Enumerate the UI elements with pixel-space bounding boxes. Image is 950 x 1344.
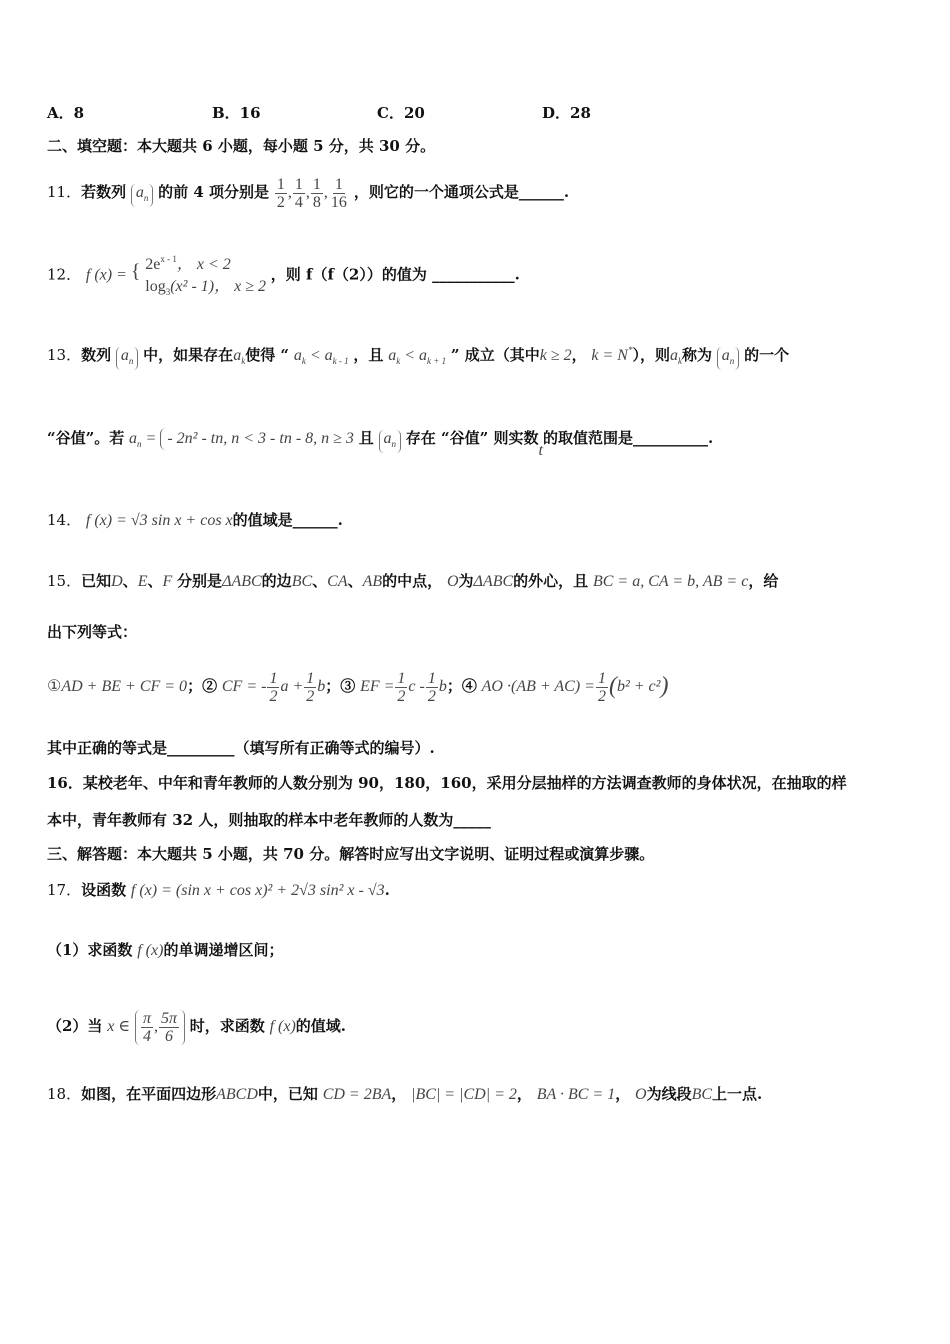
q13-piecewise (160, 428, 354, 450)
section-2-heading: 二、填空题：本大题共 6 小题，每小题 5 分，共 30 分。 (47, 137, 436, 155)
q13-case-2: - tn - 8, n ≥ 3 (270, 430, 354, 447)
question-12: 12． f (x) = { $2e^{x - 1}$， x < 2 $\log_3(x^2 - 1)$， x ≥ 2 ，则 f（f（2））的值为 ___________. (47, 248, 520, 303)
q15-line-4: 其中正确的等式是_________（填写所有正确等式的编号）. (47, 739, 435, 757)
q13-cond-2: k = N* (591, 345, 633, 364)
q15-O: O (446, 573, 459, 590)
q15-E: E (137, 573, 148, 590)
q18-text7: 上一点. (712, 1085, 763, 1103)
q11-number: 11． (47, 183, 82, 202)
q13-t-var: t (538, 442, 543, 459)
q15-equations: ①AD + BE + CF = 0；② CF = - $\frac{1}{2}$ a + $\frac{1}{2}$ b；③ EF = $\frac{1}{2}$ c - $\frac{1}{2}$ b；④ AO ·(AB + AC) = $\frac{1}{2}$ (b² + c²) (47, 670, 669, 705)
q15-eq3-mark: ③ (340, 677, 356, 696)
q18-eq3: BA · BC = 1 (536, 1086, 616, 1103)
q15-eq1: AD + BE + CF = 0 (61, 678, 188, 696)
q15-eq2: CF = - $\frac{1}{2}$ a + $\frac{1}{2}$ b (221, 670, 326, 705)
q13-text8: 称为 (682, 346, 713, 364)
q16-line-1: 16．某校老年、中年和青年教师的人数分别为 90，180，160，采用分层抽样的方法调查教师的身体状况，在抽取的样 (47, 774, 847, 792)
q15-triangle-2: ΔABC (473, 573, 514, 590)
q15-number: 15． (47, 572, 82, 590)
q12-number: 12． (47, 265, 82, 284)
q15-BC: BC (291, 573, 313, 590)
q13-seq-3: $a_n$ (379, 430, 402, 453)
q11-frac-2: $\frac{1}{4}$ (294, 176, 303, 211)
q18-quad: ABCD (216, 1086, 258, 1103)
option-a: A．8 (47, 104, 85, 122)
q13-text4: ，且 (353, 346, 384, 364)
q14-number: 14． (47, 511, 82, 529)
q12-cases (145, 248, 266, 303)
q13-an-eq: $a_n$ = (129, 430, 161, 449)
q11-sequence: $a_n$ (131, 184, 154, 207)
question-15-line-1: 15．已知D、E、F 分别是ΔABC的边BC、CA、AB的中点， O为ΔABC的外心，且 BC = a, CA = b, AB = c，给 (47, 572, 779, 590)
q15-text3: 的边 (261, 572, 292, 590)
q17-p2-interval: $\frac{\pi}{4}$ , $\frac{5\pi}{6}$ (135, 1010, 185, 1045)
q15-triangle: ΔABC (222, 573, 262, 590)
q18-number: 18． (47, 1085, 82, 1103)
q14-text: 的值域是______. (232, 511, 343, 529)
q17-p1-fx: f (x) (137, 942, 164, 959)
option-c: C．20 (377, 104, 425, 122)
q15-text7: ，给 (748, 572, 779, 590)
q17-p2-label: （2）当 (47, 1017, 103, 1036)
q18-eq1: CD = 2BA (322, 1086, 392, 1103)
question-17: 17．设函数 f (x) = (sin x + cos x)² + 2√3 sin² x - √3. (47, 881, 390, 899)
q17-number: 17． (47, 881, 82, 899)
q13-text7: ），则 (632, 346, 670, 364)
q11-terms: $\frac{1}{2}$ , $\frac{1}{4}$ , $\frac{1}{8}$ , $\frac{1}{16}$ (276, 176, 347, 211)
q12-case-1: $2e^{x - 1}$， x < 2 (145, 254, 231, 273)
q13-seq-2: $a_n$ (717, 347, 740, 370)
q13-text3: 使得 “ (245, 346, 290, 364)
q12-lhs: f (x) = (85, 266, 131, 284)
q13-ineq-2: $a_k < a_{k + 1}$ (388, 347, 447, 366)
q18-text1: 如图，在平面四边形 (81, 1085, 217, 1103)
q12-text: ，则 f（f（2））的值为 ___________. (270, 265, 520, 284)
q17-text1: 设函数 (81, 881, 127, 899)
q15-D: D (111, 573, 123, 590)
q17-p1-text: 的单调递增区间； (163, 941, 284, 959)
q16-line-2: 本中，青年教师有 32 人，则抽取的样本中老年教师的人数为_____ (47, 811, 491, 829)
q13-text2: 中，如果存在 (143, 346, 234, 364)
q12-case-2: $\log_3(x^2 - 1)$， x ≥ 2 (145, 278, 266, 297)
q13-text1: 数列 (81, 346, 112, 364)
q13-number: 13． (47, 346, 82, 364)
q11-frac-4: $\frac{1}{16}$ (330, 176, 347, 211)
question-18: 18．如图，在平面四边形ABCD中，已知 CD = 2BA， |BC| = |CD| = 2， BA · BC = 1， O为线段BC上一点. (47, 1085, 763, 1103)
q15-F: F (162, 573, 173, 590)
q15-text4: 的中点， (382, 572, 443, 590)
q18-eq2: |BC| = |CD| = 2 (411, 1086, 517, 1103)
q17-p2-text2: 的值域. (295, 1017, 346, 1036)
q11-text2: 的前 4 项分别是 (158, 183, 270, 202)
q15-eq4-mark: ④ (461, 677, 477, 696)
q15-eq2-mark: ② (202, 677, 218, 696)
q17-formula: f (x) = (sin x + cos x)² + 2√3 sin² x - √3 (130, 882, 385, 899)
q14-formula: f (x) = √3 sin x + cos x (85, 512, 233, 529)
q13-text5: ” 成立（其中 (450, 346, 540, 364)
q13-l2-text4: 的取值范围是__________. (542, 429, 714, 447)
q13-ak: $a_k$ (233, 347, 246, 366)
q13-ak-2: $a_k$ (670, 347, 682, 366)
q18-text2: 中，已知 (257, 1085, 318, 1103)
q11-frac-3: $\frac{1}{8}$ (312, 176, 321, 211)
q15-text1: 已知 (81, 572, 112, 590)
question-13-line-2 (47, 428, 713, 461)
q11-frac-1: $\frac{1}{2}$ (276, 176, 285, 211)
q18-BC: BC (691, 1086, 713, 1103)
q15-side-eqs: BC = a, CA = b, AB = c (592, 573, 749, 590)
option-b: B．16 (212, 104, 261, 122)
q17-p2-text: 时，求函数 (189, 1017, 265, 1036)
q15-text6: 的外心，且 (513, 572, 589, 590)
q13-cond-1: k ≥ 2 (539, 347, 572, 364)
q13-l2-text3: 存在 “谷值” 则实数 (405, 429, 539, 447)
q11-text3: ，则它的一个通项公式是______. (353, 183, 570, 202)
section-3-heading: 三、解答题：本大题共 5 小题，共 70 分。解答时应写出文字说明、证明过程或演算步骤。 (47, 845, 655, 863)
q17-p2-x: x ∈ (107, 1018, 131, 1036)
question-11 (47, 176, 569, 211)
q15-eq3: EF = $\frac{1}{2}$ c - $\frac{1}{2}$ b (360, 670, 447, 705)
q15-text5: 为 (458, 572, 474, 590)
q13-l2-text2: 且 (358, 429, 374, 447)
q15-eq4: AO ·(AB + AC) = $\frac{1}{2}$ (b² + c²) (481, 670, 669, 705)
q17-p2-fx: f (x) (269, 1018, 296, 1036)
q13-l2-text1: “谷值”。若 (47, 429, 125, 447)
option-d: D．28 (542, 104, 591, 122)
q15-line-2: 出下列等式： (47, 623, 138, 641)
q13-text9: 的一个 (744, 346, 790, 364)
q13-seq-1: $a_n$ (116, 347, 139, 370)
q18-text6: 为线段 (646, 1085, 692, 1103)
q18-O: O (635, 1086, 647, 1103)
q11-text1: 若数列 (81, 183, 127, 202)
q13-case-1: - 2n² - tn, n < 3 (167, 430, 267, 447)
q17-part-2 (47, 1010, 346, 1045)
q15-AB: AB (362, 573, 383, 590)
q13-ineq-1: $a_k < a_{k - 1}$ (293, 347, 349, 366)
q13-text6: ， (571, 346, 587, 364)
q15-text2: 分别是 (177, 572, 223, 590)
q15-CA: CA (327, 573, 348, 590)
q17-p1-label: （1）求函数 (47, 941, 133, 959)
question-13-line-1 (47, 340, 789, 371)
q17-part-1 (47, 940, 283, 961)
q15-eq1-mark: ① (47, 678, 62, 696)
question-14 (47, 510, 343, 531)
